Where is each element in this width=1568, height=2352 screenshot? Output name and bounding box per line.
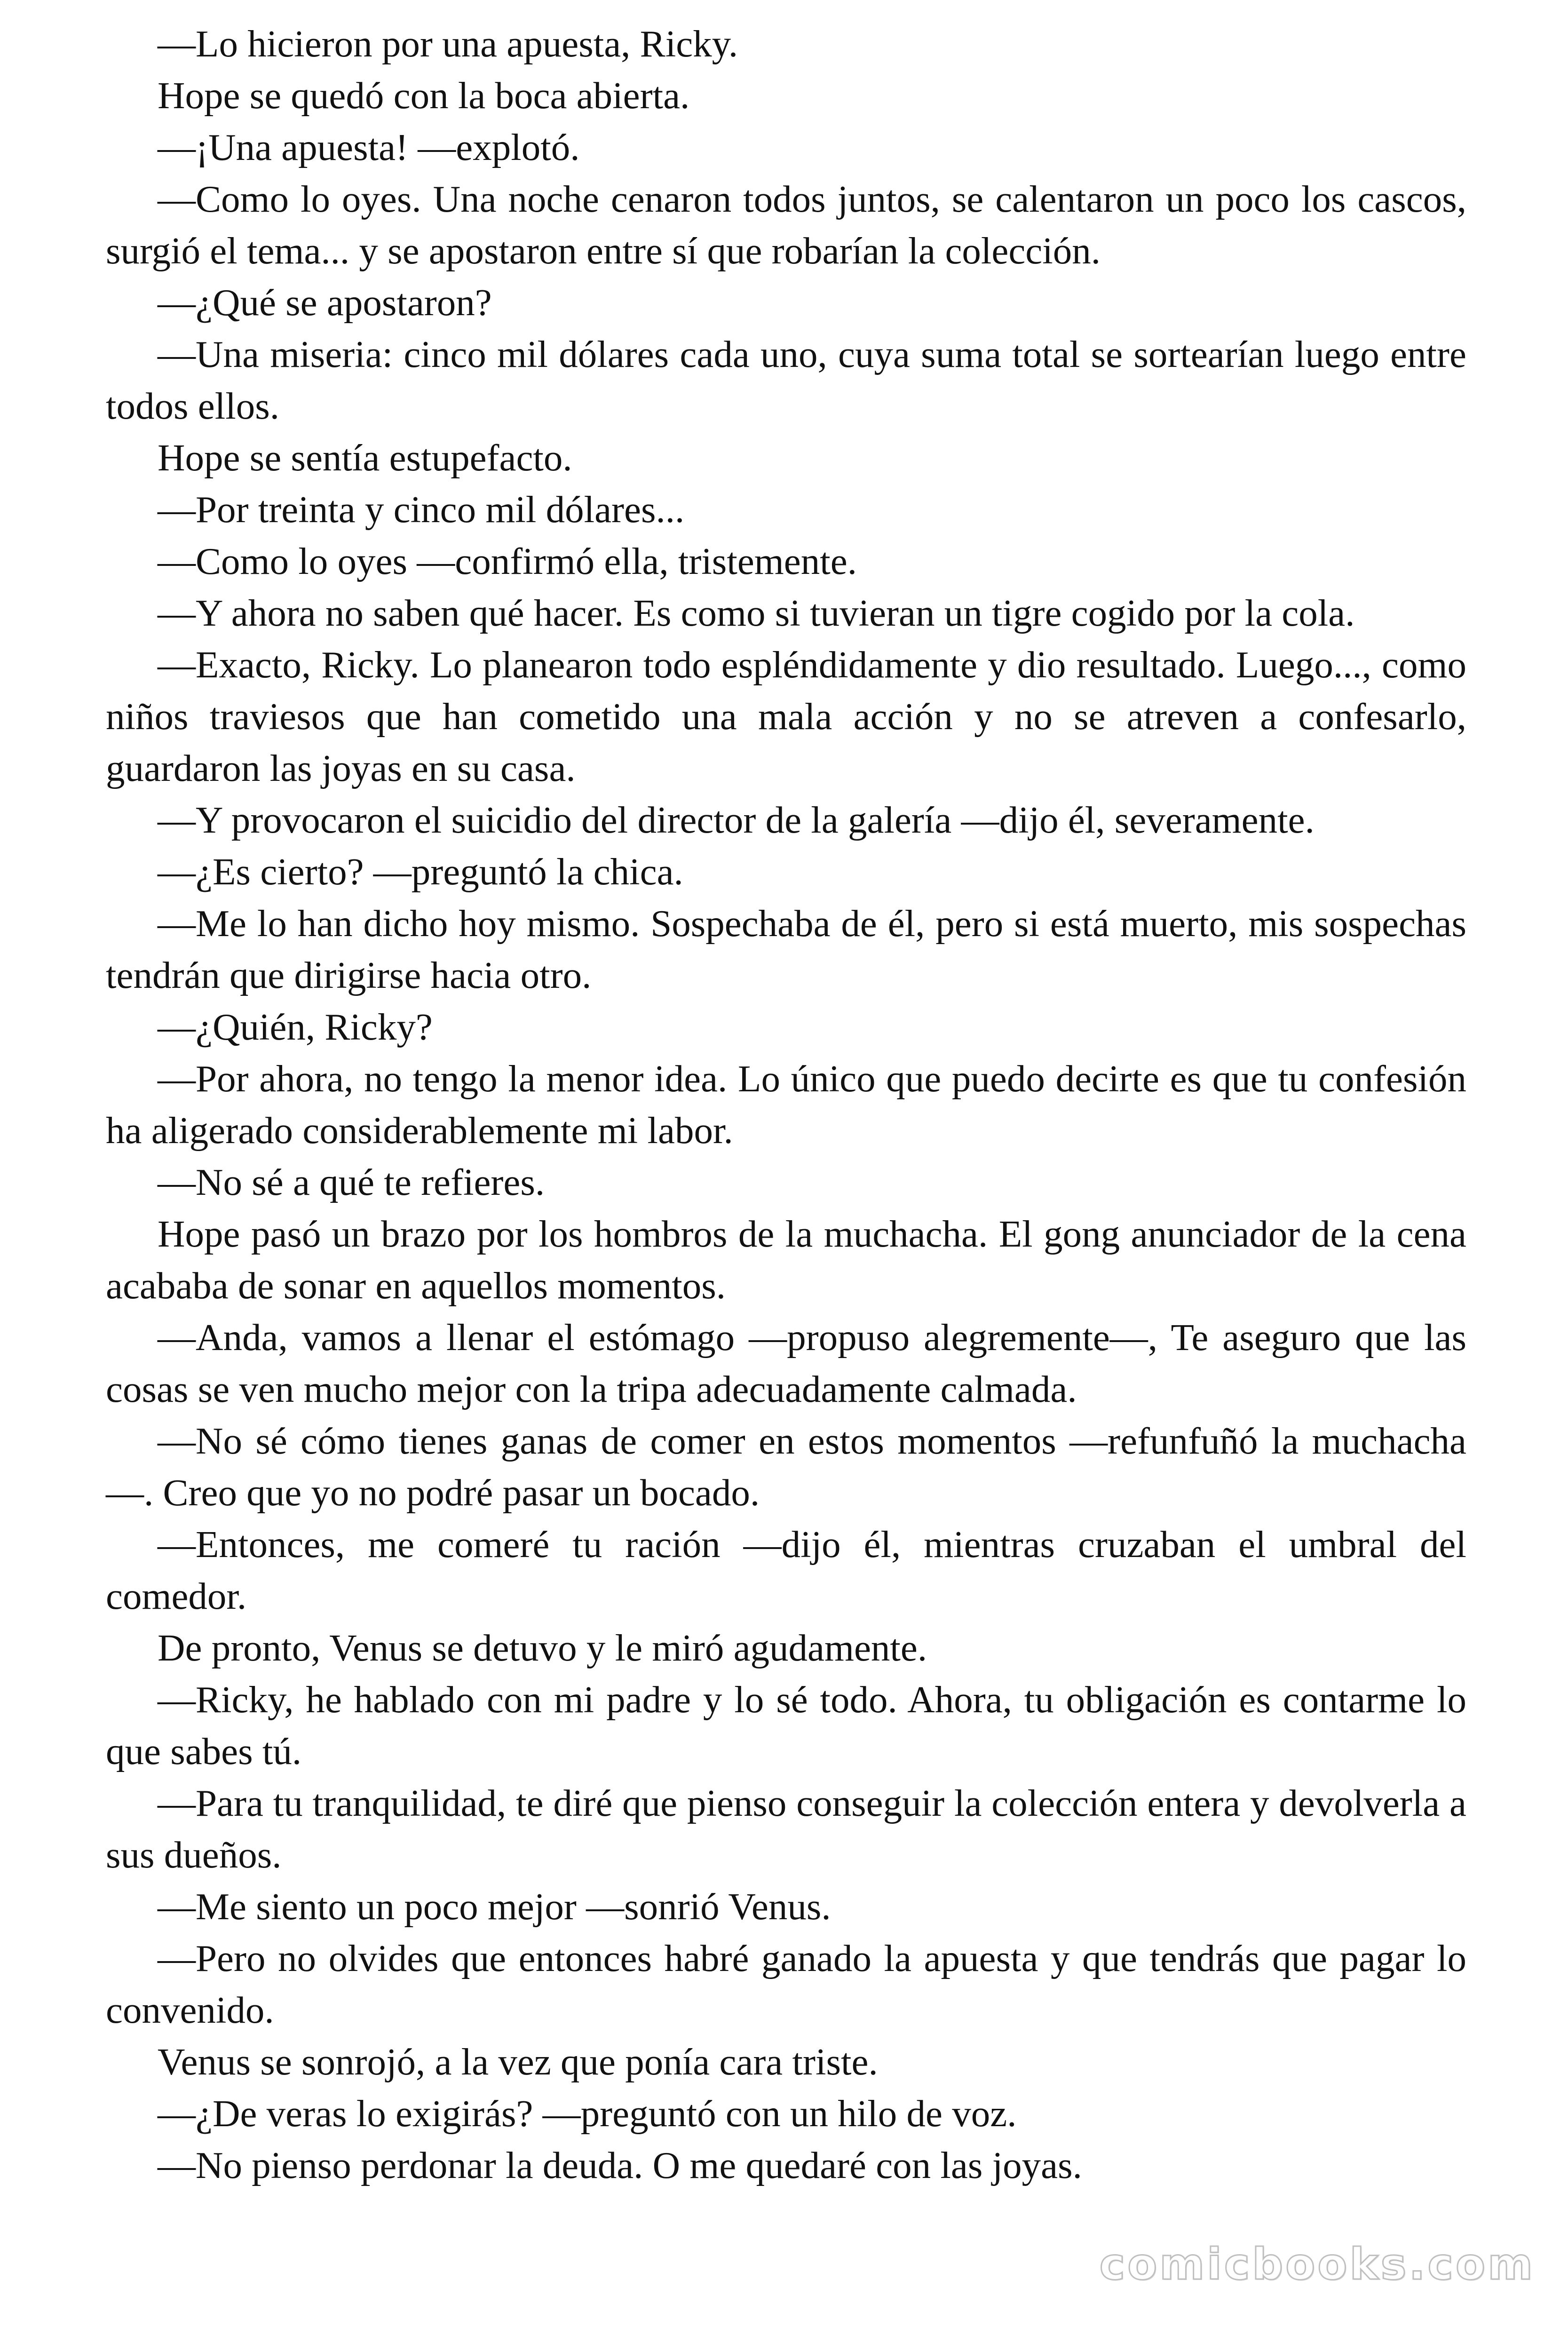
paragraph: —¡Una apuesta! —explotó.	[158, 126, 580, 168]
paragraph: —Una miseria: cinco mil dólares cada uno, cuya suma total se sortearían luego entre todos ellos.	[106, 333, 1466, 427]
paragraph: —Como lo oyes. Una noche cenaron todos juntos, se calentaron un poco los cascos, surgió el tema... y se apostaron entre sí que robarían la colección.	[106, 178, 1466, 272]
paragraph: —Pero no olvides que entonces habré ganado la apuesta y que tendrás que pagar lo convenido.	[106, 1937, 1466, 2031]
paragraph: Venus se sonrojó, a la vez que ponía cara triste.	[158, 2041, 878, 2083]
paragraph: —Lo hicieron por una apuesta, Ricky.	[158, 23, 738, 65]
paragraph: Hope pasó un brazo por los hombros de la muchacha. El gong anunciador de la cena acababa de sonar en aquellos momentos.	[106, 1213, 1466, 1307]
paragraph: —Exacto, Ricky. Lo planearon todo espléndidamente y dio resultado. Luego..., como niños traviesos que han cometido una mala acción y no se atreven a confesarlo, guardaron las joyas en su casa.	[106, 644, 1466, 789]
paragraph: —Para tu tranquilidad, te diré que pienso conseguir la colección entera y devolverla a sus dueños.	[106, 1782, 1466, 1876]
paragraph: —No sé a qué te refieres.	[158, 1161, 545, 1203]
paragraph: —Me siento un poco mejor —sonrió Venus.	[158, 1885, 831, 1928]
paragraph: —Me lo han dicho hoy mismo. Sospechaba de él, pero si está muerto, mis sospechas tendrán que dirigirse hacia otro.	[106, 902, 1466, 996]
paragraph: —¿Qué se apostaron?	[158, 281, 492, 324]
paragraph: —No sé cómo tienes ganas de comer en estos momentos —refunfuñó la muchacha—. Creo que yo no podré pasar un bocado.	[106, 1420, 1466, 1514]
paragraph: —Por treinta y cinco mil dólares...	[158, 488, 685, 531]
paragraph: De pronto, Venus se detuvo y le miró agudamente.	[158, 1627, 927, 1669]
text-column	[106, 18, 1466, 2191]
paragraph: —Anda, vamos a llenar el estómago —propuso alegremente—, Te aseguro que las cosas se ven mucho mejor con la tripa adecuadamente calmada.	[106, 1316, 1466, 1410]
paragraph: —¿De veras lo exigirás? —preguntó con un hilo de voz.	[158, 2092, 1017, 2135]
paragraph: —Por ahora, no tengo la menor idea. Lo único que puedo decirte es que tu confesión ha aligerado considerablemente mi labor.	[106, 1057, 1466, 1152]
paragraph: —Como lo oyes —confirmó ella, tristemente.	[158, 540, 857, 582]
paragraph: Hope se sentía estupefacto.	[158, 437, 572, 479]
paragraph: —Ricky, he hablado con mi padre y lo sé todo. Ahora, tu obligación es contarme lo que sabes tú.	[106, 1678, 1466, 1772]
paragraph: —¿Es cierto? —preguntó la chica.	[158, 850, 683, 893]
paragraph: Hope se quedó con la boca abierta.	[158, 74, 690, 117]
paragraph: —Y ahora no saben qué hacer. Es como si tuvieran un tigre cogido por la cola.	[158, 592, 1355, 634]
paragraph: —No pienso perdonar la deuda. O me quedaré con las joyas.	[158, 2144, 1082, 2186]
watermark: comicbooks.com	[1099, 2239, 1535, 2289]
paragraph: —Y provocaron el suicidio del director de la galería —dijo él, severamente.	[158, 799, 1315, 841]
paragraph: —¿Quién, Ricky?	[158, 1006, 433, 1048]
paragraph: —Entonces, me comeré tu ración —dijo él, mientras cruzaban el umbral del comedor.	[106, 1523, 1466, 1617]
